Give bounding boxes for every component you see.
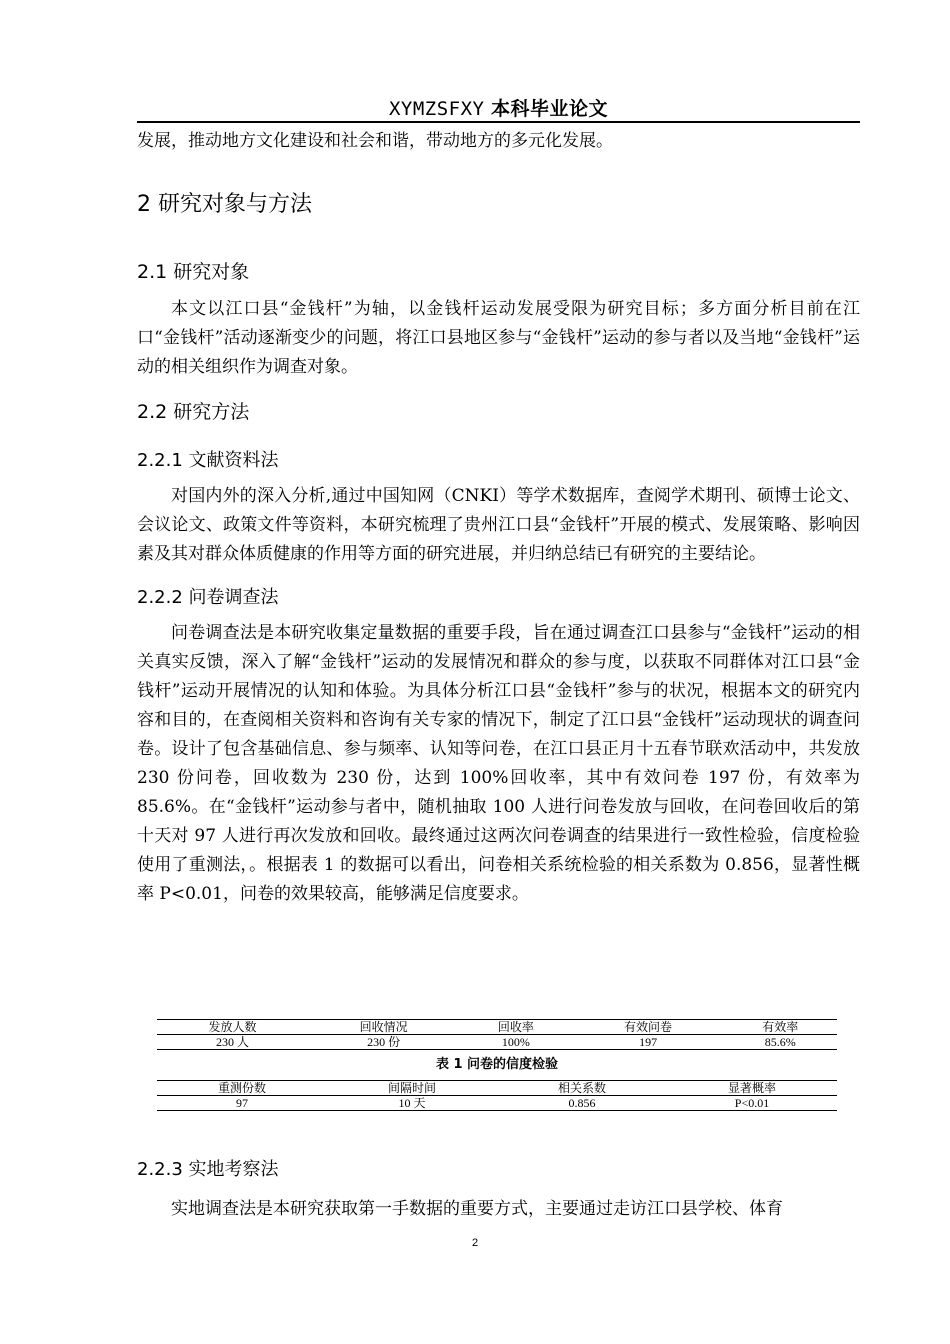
table-header-row: [157, 1020, 837, 1035]
table-cell: 0.856: [568, 1096, 596, 1110]
header-latin: XYMZSFXY: [388, 98, 485, 120]
table-header-cell: 重测份数: [217, 1081, 266, 1095]
section-2-heading: 2 研究对象与方法: [137, 192, 312, 217]
table-header-cell: 显著概率: [727, 1081, 776, 1095]
table-header-cell: 回收情况: [359, 1020, 408, 1034]
table-header-cell: 有效率: [762, 1020, 799, 1034]
section-2-1-heading: 2.1 研究对象: [137, 261, 250, 283]
reliability-table: [157, 1019, 837, 1111]
running-header: [137, 94, 860, 121]
intro-tail-paragraph: 发展，推动地方文化建设和社会和谐，带动地方的多元化发展。: [137, 131, 613, 151]
table-cell: 10 天: [398, 1096, 426, 1110]
table-top: [157, 1019, 837, 1049]
table-cell: 97: [236, 1096, 248, 1110]
section-2-2-2-paragraph: 问卷调查法是本研究收集定量数据的重要手段，旨在通过调查江口县参与“金钱杆”运动的相关真实反馈，深入了解“金钱杆”运动的发展情况和群众的参与度，以获取不同群体对江口县“金钱杆”运动开展情况的认知和体验。为具体分析江口县“金钱杆”参与的状况，根据本文的研究内容和目的，在查阅相关资料和咨询有关专家的情况下，制定了江口县“金钱杆”运动现状的调查问卷。设计了包含基础信息、参与频率、认知等问卷，在江口县正月十五春节联欢活动中，共发放 230 份问卷，回收数为 230 份，达到 100%回收率，其中有效问卷 197 份，有效率为 85.6%。在“金钱杆”运动参与者中，随机抽取 100 人进行问卷发放与回收，在问卷回收后的第十天对 97 人进行再次发放和回收。最终通过这两次问卷调查的结果进行一致性检验，信度检验使用了重测法，。根据表 1 的数据可以看出，问卷相关系统检验的相关系数为 0.856，显著性概率 P<0.01，问卷的效果较高，能够满足信度要求。: [137, 623, 860, 904]
table-cell: 230 份: [367, 1035, 401, 1049]
section-2-2-1-paragraph: 对国内外的深入分析,通过中国知网（CNKI）等学术数据库，查阅学术期刊、硕博士论文、会议论文、政策文件等资料，本研究梳理了贵州江口县“金钱杆”开展的模式、发展策略、影响因素及其对群众体质健康的作用等方面的研究进展，并归纳总结已有研究的主要结论。: [137, 486, 860, 564]
section-2-2-1-heading: 2.2.1 文献资料法: [137, 450, 279, 471]
table-cell: P<0.01: [734, 1096, 770, 1110]
main-content: [137, 127, 860, 909]
page-number: 2: [471, 1237, 479, 1249]
table-header-cell: 有效问卷: [624, 1020, 673, 1034]
table-header-row: [157, 1081, 837, 1096]
table-caption: 表 1 问卷的信度检验: [157, 1049, 837, 1080]
header-rule: [137, 121, 860, 123]
section-2-1-paragraph: 本文以江口县“金钱杆”为轴，以金钱杆运动发展受限为研究目标；多方面分析目前在江口“金钱杆”活动逐渐变少的问题，将江口县地区参与“金钱杆”运动的参与者以及当地“金钱杆”运动的相关组织作为调查对象。: [137, 299, 860, 377]
section-2-2-3-paragraph: 实地调查法是本研究获取第一手数据的重要方式，主要通过走访江口县学校、体育: [171, 1199, 783, 1219]
table-cell: 85.6%: [764, 1035, 796, 1049]
table-bottom: [157, 1080, 837, 1111]
section-2-2-3-heading: 2.2.3 实地考察法: [137, 1159, 279, 1180]
table-row: [157, 1096, 837, 1111]
table-header-cell: 间隔时间: [387, 1081, 436, 1095]
table-cell: 230 人: [216, 1035, 250, 1049]
continued-content: [137, 1155, 860, 1224]
section-2-2-heading: 2.2 研究方法: [137, 401, 250, 423]
table-row: [157, 1035, 837, 1050]
section-2-2-2-heading: 2.2.2 问卷调查法: [137, 587, 279, 608]
table-header-cell: 回收率: [497, 1020, 534, 1034]
table-cell: 197: [639, 1035, 658, 1049]
table-cell: 100%: [501, 1035, 530, 1049]
table-header-cell: 发放人数: [208, 1020, 257, 1034]
table-header-cell: 相关系数: [557, 1081, 606, 1095]
header-thesis-label: 本科毕业论文: [491, 98, 609, 120]
